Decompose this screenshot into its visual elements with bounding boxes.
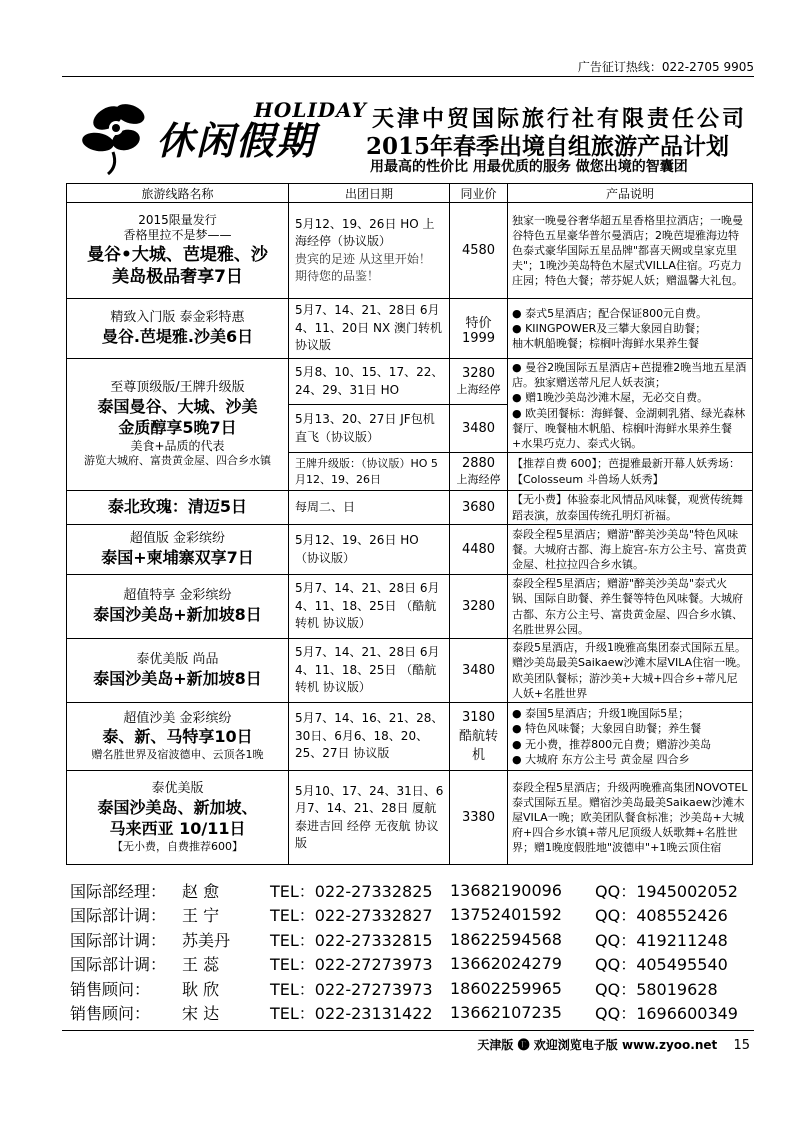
- contact-list: [70, 878, 750, 1025]
- contact-qq: QQ：1696600349: [595, 1004, 738, 1024]
- departure-dates: [289, 203, 450, 299]
- route-name: [67, 525, 289, 575]
- contact-qq: QQ：58019628: [595, 979, 718, 999]
- route-line: 游览大城府、富贵黄金屋、四合乡水镇: [84, 454, 271, 468]
- contact-row: [70, 903, 750, 928]
- contact-name: 苏美丹: [182, 930, 231, 950]
- table-row: [67, 203, 753, 299]
- route-name: [67, 299, 289, 359]
- route-line: 曼谷•大城、芭堤雅、沙: [87, 245, 268, 265]
- logo-english: HOLIDAY: [254, 98, 367, 122]
- desc-line: ● 赠1晚沙美岛沙滩木屋，无必交自费。: [512, 391, 709, 405]
- contact-title: 销售顾问：: [70, 979, 151, 999]
- contact-mobile: 13662024279: [450, 954, 562, 974]
- desc-line: ● 大城府 东方公主号 黄金屋 四合乡: [512, 752, 690, 766]
- contact-qq: QQ：405495540: [595, 955, 728, 975]
- holiday-logo: [78, 96, 368, 176]
- desc-line: ● 泰式5星酒店；配合保证800元自费。: [512, 306, 708, 320]
- route-name: [67, 639, 289, 703]
- departure-dates: 每周二、日: [289, 491, 450, 525]
- contact-title: 国际部计调：: [70, 955, 167, 975]
- desc-line: ● 泰国5星酒店；升级1晚国际5星；: [512, 707, 690, 721]
- departure-dates: 5月7、14、16、21、28、30日、6月6、18、20、25、27日 协议版: [289, 703, 450, 771]
- price-value: 3280: [461, 366, 496, 381]
- departure-dates: 王牌升级版：（协议版）HO 5月12、19、26日: [289, 453, 450, 491]
- flower-logo-icon: [78, 96, 168, 176]
- peer-price: 4580: [450, 203, 508, 299]
- table-row: [67, 491, 753, 525]
- contact-row: [70, 878, 750, 903]
- desc-line: ● KIINGPOWER及三攀大象园自助餐；: [512, 321, 707, 335]
- desc-line: ● 欧美团餐标：海鲜餐、金湖刺乳猪、绿光森林餐厅、晚餐柚木帆船、棕榈叶海鲜水果养生餐+水果巧克力、泰式火锅。: [512, 406, 746, 450]
- contact-name: 宋 达: [182, 1004, 220, 1024]
- contact-name: 耿 欣: [182, 979, 220, 999]
- route-line: 马来西亚 10/11日: [109, 818, 246, 838]
- route-line: 泰优美版: [151, 781, 204, 797]
- header-desc: 产品说明: [508, 184, 753, 203]
- contact-title: 销售顾问：: [70, 1004, 151, 1024]
- route-line: 泰优美版 尚品: [136, 651, 219, 667]
- contact-name: 赵 愈: [182, 881, 220, 901]
- company-name: 天津中贸国际旅行社有限责任公司: [372, 106, 748, 132]
- route-line: 美食+品质的代表: [130, 438, 225, 453]
- table-row: [67, 575, 753, 639]
- contact-mobile: 18622594568: [450, 929, 562, 949]
- contact-name: 王 蕊: [182, 955, 220, 975]
- peer-price: 3680: [450, 491, 508, 525]
- departure-dates: 5月10、17、24、31日、6月7、14、21、28日 厦航泰进吉回 经停 无夜航 协议版: [289, 771, 450, 865]
- desc-line: 柚木帆船晚餐；棕榈叶海鲜水果养生餐: [512, 337, 699, 351]
- logo-chinese: 休闲假期: [156, 118, 317, 163]
- peer-price: 3380: [450, 771, 508, 865]
- page-number: 15: [733, 1038, 750, 1053]
- peer-price: [450, 359, 508, 405]
- route-line: 超值沙美 金彩缤纷: [123, 710, 232, 726]
- contact-qq: QQ：419211248: [595, 930, 728, 950]
- contact-title: 国际部经理：: [70, 881, 167, 901]
- product-desc: [508, 299, 753, 359]
- contact-tel: TEL：022-27273973: [270, 955, 433, 975]
- price-note: 上海经停: [456, 383, 501, 396]
- table-row: [67, 703, 753, 771]
- contact-mobile: 13752401592: [450, 905, 562, 925]
- departure-dates: 5月7、14、21、28日 6月4、11、20日 NX 澳门转机 协议版: [289, 299, 450, 359]
- route-line: 超值版 金彩缤纷: [129, 530, 226, 546]
- dates-text: 5月12、19、26日 HO 上海经停（协议版）: [295, 216, 435, 249]
- ad-hotline: 广告征订热线：022-2705 9905: [577, 60, 754, 74]
- departure-dates: 5月7、14、21、28日 6月4、11、18、25日 （酷航转机 协议版）: [289, 639, 450, 703]
- desc-line: ● 无小费，推荐800元自费；赠游沙美岛: [512, 737, 712, 751]
- tour-table: [66, 183, 753, 865]
- route-line: 赠名胜世界及宿波德申、云顶各1晚: [91, 748, 264, 762]
- contact-title: 国际部计调：: [70, 930, 167, 950]
- table-row: [67, 639, 753, 703]
- route-line: 泰、新、马特享10日: [102, 727, 253, 747]
- peer-price: 特价 1999: [450, 299, 508, 359]
- table-row: [67, 771, 753, 865]
- route-line: 至尊顶级版/王牌升级版: [110, 380, 245, 396]
- footer: [477, 1036, 750, 1053]
- product-desc-extra: 【推荐自费 600】；芭提雅最新开幕人妖秀场：【Colosseum 斗兽场人妖秀】: [508, 453, 753, 491]
- route-name: [67, 359, 289, 491]
- route-line: 香格里拉不是梦——: [123, 228, 232, 243]
- header-price: 同业价: [450, 184, 508, 203]
- route-line: 金质醇享5晚7日: [118, 418, 237, 437]
- product-desc: 【无小费】体验泰北风情品风味餐，观赏传统舞蹈表演，放泰国传统孔明灯祈福。: [508, 491, 753, 525]
- peer-price: 3280: [450, 575, 508, 639]
- product-desc: 泰段全程5星酒店；赠游"醉美沙美岛"泰式火锅、国际自助餐、养生餐等特色风味餐。大城府古都、东方公主号、富贵黄金屋、四合乡水镇、名胜世界公园。: [508, 575, 753, 639]
- table-row: [67, 359, 753, 405]
- contact-tel: TEL：022-27332825: [270, 881, 433, 901]
- route-line: 泰国沙美岛+新加坡8日: [93, 604, 262, 624]
- contact-row: [70, 927, 750, 952]
- peer-price: 3480: [450, 639, 508, 703]
- route-line: 泰国沙美岛、新加坡、: [97, 798, 258, 817]
- contact-qq: QQ：1945002052: [595, 881, 738, 901]
- route-line: 精致入门版 泰金彩特惠: [110, 309, 245, 325]
- product-desc: 泰段5星酒店，升级1晚雅高集团泰式国际五星。赠沙美岛最美Saikaew沙滩木屋VILA住宿一晚。欧美团队餐标；游沙美+大城+四合乡+蒂凡尼人妖+名胜世界: [508, 639, 753, 703]
- route-name: [67, 703, 289, 771]
- contact-row: [70, 976, 750, 1001]
- contact-mobile: 13662107235: [450, 1003, 562, 1023]
- table-header-row: [67, 184, 753, 203]
- product-desc: 独家一晚曼谷奢华超五星香格里拉酒店；一晚曼谷特色五星豪华普尔曼酒店；2晚芭堤雅海边特色泰式豪华国际五星品牌"都喜天阙或皇家克里夫"；1晚沙美岛特色木屋式VILLA住宿。巧克力庄园；特色大餐；蒂芬妮人妖；赠温馨大礼包。: [508, 203, 753, 299]
- departure-dates: 5月7、14、21、28日 6月4、11、18、25日 （酷航转机 协议版）: [289, 575, 450, 639]
- desc-line: ● 曼谷2晚国际五星酒店+芭提雅2晚当地五星酒店。独家赠送蒂凡尼人妖表演；: [512, 360, 747, 390]
- route-name: [67, 203, 289, 299]
- top-rule: [62, 76, 754, 77]
- route-line: 泰国+柬埔寨双享7日: [101, 547, 254, 567]
- route-name: [67, 771, 289, 865]
- peer-price: 3480: [450, 405, 508, 453]
- contact-title: 国际部计调：: [70, 906, 167, 926]
- departure-dates: 5月8、10、15、17、22、24、29、31日 HO: [289, 359, 450, 405]
- header-route: 旅游线路名称: [67, 184, 289, 203]
- departure-dates: 5月12、19、26日 HO （协议版）: [289, 525, 450, 575]
- route-line: 泰国沙美岛+新加坡8日: [93, 668, 262, 688]
- price-value: 2880: [461, 456, 496, 471]
- route-line: 曼谷.芭堤雅.沙美6日: [101, 326, 254, 346]
- peer-price: 3180 酷航转机: [450, 703, 508, 771]
- route-name: 泰北玫瑰：清迈5日: [67, 491, 289, 525]
- route-line: 美岛极品奢享7日: [112, 267, 243, 288]
- contact-row: [70, 1001, 750, 1026]
- contact-tel: TEL：022-27273973: [270, 979, 433, 999]
- contact-tel: TEL：022-23131422: [270, 1004, 433, 1024]
- plan-title: 2015年春季出境自组旅游产品计划: [366, 133, 730, 160]
- route-line: 【无小费，自费推荐600】: [112, 839, 243, 853]
- footer-text: 天津版 🅔 欢迎浏览电子版 www.zyoo.net: [477, 1038, 718, 1052]
- product-desc: [508, 359, 753, 453]
- header-date: 出团日期: [289, 184, 450, 203]
- slogan: 用最高的性价比 用最优质的服务 做您出境的智囊团: [370, 159, 688, 175]
- peer-price: [450, 453, 508, 491]
- peer-price: 4480: [450, 525, 508, 575]
- table-row: [67, 525, 753, 575]
- contact-mobile: 18602259965: [450, 978, 562, 998]
- contact-name: 王 宁: [182, 906, 220, 926]
- product-desc: [508, 703, 753, 771]
- footer-rule: [62, 1030, 754, 1031]
- contact-tel: TEL：022-27332827: [270, 906, 433, 926]
- contact-mobile: 13682190096: [450, 880, 562, 900]
- table-row: [67, 299, 753, 359]
- desc-line: ● 特色风味餐；大象园自助餐；养生餐: [512, 722, 702, 736]
- route-line: 2015限量发行: [138, 212, 217, 227]
- departure-dates: 5月13、20、27日 JF包机直飞（协议版）: [289, 405, 450, 453]
- contact-row: [70, 952, 750, 977]
- dates-note: 贵宾的足迹 从这里开始！ 期待您的品鉴！: [295, 251, 431, 283]
- contact-qq: QQ：408552426: [595, 906, 728, 926]
- route-line: 超值特享 金彩缤纷: [123, 587, 232, 603]
- product-desc: 泰段全程5星酒店；升级两晚雅高集团NOVOTEL泰式国际五星。赠宿沙美岛最美Saikaew沙滩木屋VILA一晚；欧美团队餐食标准；沙美岛+大城府+四合乡水镇+蒂凡尼顶级人妖歌舞+名胜世界；赠1晚度假胜地"波德申"+1晚云顶住宿: [508, 771, 753, 865]
- route-line: 泰国曼谷、大城、沙美: [97, 397, 258, 417]
- product-desc: 泰段全程5星酒店；赠游"醉美沙美岛"特色风味餐。大城府古都、海上旋宫-东方公主号、富贵黄金屋、杜拉拉四合乡水镇。: [508, 525, 753, 575]
- contact-tel: TEL：022-27332815: [270, 930, 433, 950]
- price-note: 上海经停: [456, 473, 501, 486]
- route-name: [67, 575, 289, 639]
